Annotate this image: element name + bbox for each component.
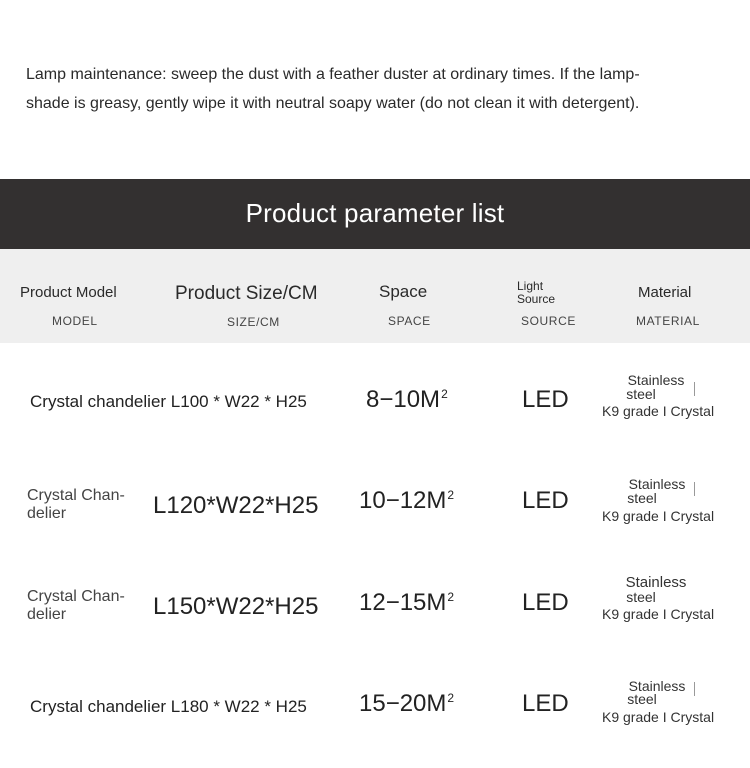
row-material-3: K9 grade I Crystal <box>602 403 715 419</box>
row-space <box>366 386 448 414</box>
row-space-value: 10−12M <box>359 487 447 514</box>
row-space-sup: 2 <box>447 691 455 705</box>
maintenance-line-1: Lamp maintenance: sweep the dust with a feather duster at ordinary times. If the lamp- <box>26 66 640 83</box>
row-model-line-2: delier <box>27 505 67 522</box>
row-source: LED <box>522 690 569 717</box>
row-model <box>27 588 125 624</box>
material-divider <box>694 482 695 496</box>
row-material-1: Stainless <box>627 372 685 388</box>
row-material-3: K9 grade I Crystal <box>602 709 715 725</box>
material-divider <box>694 682 695 696</box>
header-size-label: Product Size/CM <box>175 283 318 304</box>
row-material-2: steel <box>626 589 656 605</box>
row-source: LED <box>522 487 569 514</box>
row-space-value: 8−10M <box>366 386 441 413</box>
row-size: L150*W22*H25 <box>153 593 319 620</box>
table-row <box>0 650 750 750</box>
header-space-label: Space <box>379 282 428 301</box>
maintenance-line-2: shade is greasy, gently wipe it with neutral soapy water (do not clean it with detergent). <box>26 95 640 112</box>
row-material-3: K9 grade I Crystal <box>602 606 715 622</box>
maintenance-note <box>26 60 706 118</box>
row-space-sup: 2 <box>441 387 448 401</box>
row-space-value: 12−15M <box>359 589 447 616</box>
row-model <box>27 487 125 523</box>
table-row <box>0 550 750 650</box>
header-material-label: Material <box>638 284 692 301</box>
row-model-line-1: Crystal Chan- <box>27 588 125 605</box>
row-material-2: steel <box>627 691 657 707</box>
row-model-line-1: Crystal Chan- <box>27 487 125 504</box>
banner-title: Product parameter list <box>245 198 505 228</box>
row-material-1: Stainless <box>625 574 687 591</box>
table-header <box>0 249 750 343</box>
header-space-sub: SPACE <box>388 314 431 328</box>
row-space <box>359 487 454 515</box>
header-space <box>379 282 431 328</box>
row-material-1: Stainless <box>628 678 686 694</box>
row-model-size: Crystal chandelier L100 * W22 * H25 <box>30 392 307 411</box>
header-material-sub: MATERIAL <box>636 314 700 328</box>
row-space <box>359 589 454 617</box>
row-space <box>359 690 454 718</box>
row-model-size: Crystal chandelier L180 * W22 * H25 <box>30 697 307 716</box>
header-source-label-2: Source <box>517 292 556 306</box>
header-source-label-1: Light <box>517 279 544 293</box>
row-space-sup: 2 <box>447 590 455 604</box>
row-source: LED <box>522 386 569 413</box>
row-material-2: steel <box>627 490 657 506</box>
row-model-line-2: delier <box>27 606 67 623</box>
header-size-sub: SIZE/CM <box>227 315 280 329</box>
row-material-3: K9 grade I Crystal <box>602 508 715 524</box>
table-row <box>0 450 750 550</box>
row-material-1: Stainless <box>628 476 686 492</box>
header-model-sub: MODEL <box>52 314 98 328</box>
table-row <box>0 350 750 450</box>
header-model <box>20 284 117 328</box>
row-source: LED <box>522 589 569 616</box>
header-model-label: Product Model <box>20 284 117 301</box>
material-divider <box>694 382 695 396</box>
row-space-sup: 2 <box>447 488 455 502</box>
parameter-banner <box>0 179 750 249</box>
header-source-sub: SOURCE <box>521 314 576 328</box>
header-source <box>517 280 576 328</box>
row-size: L120*W22*H25 <box>153 492 319 519</box>
header-material <box>638 284 700 328</box>
row-material-2: steel <box>626 386 656 402</box>
row-space-value: 15−20M <box>359 690 447 717</box>
header-size <box>175 283 318 329</box>
